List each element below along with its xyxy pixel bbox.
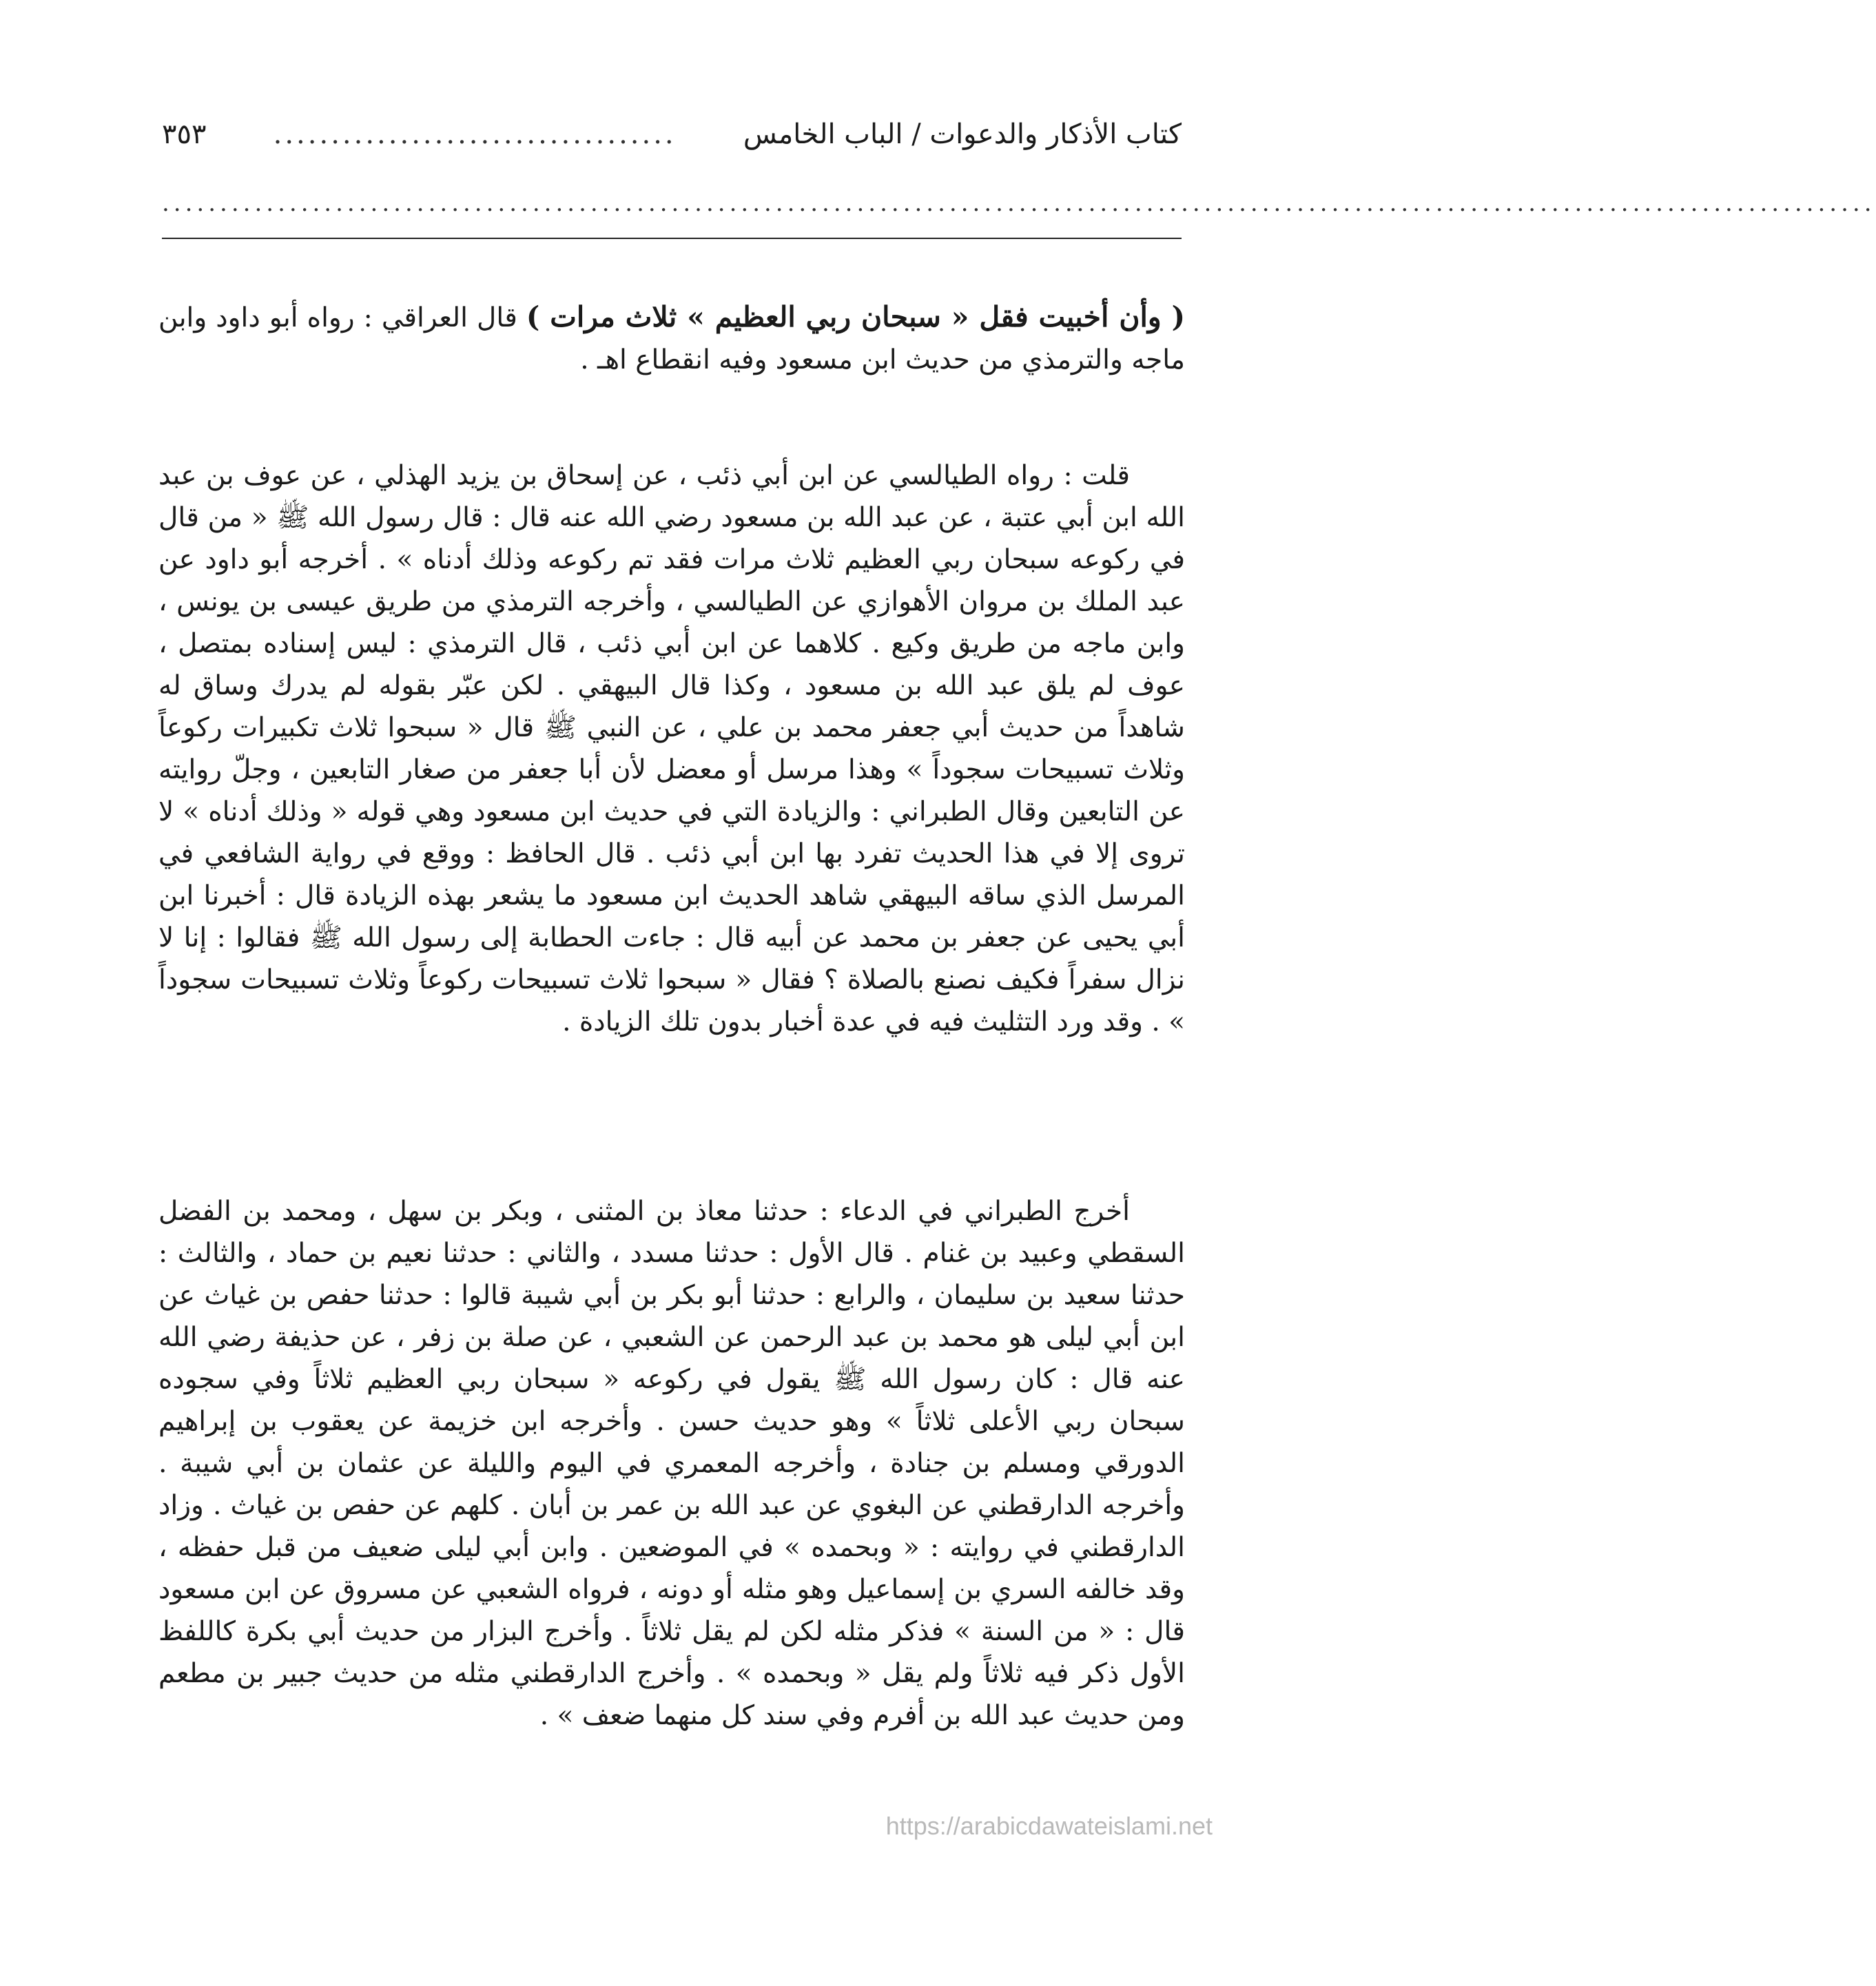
running-header [162, 110, 1182, 158]
watermark-url: https://arabicdawateislami.net [885, 1812, 1213, 1840]
header-leader-dots: ................................... [273, 118, 677, 150]
header-rule [162, 238, 1182, 239]
matn-commentary: قال العراقي : رواه أبو داود وابن ماجه والترمذي من حديث ابن مسعود وفيه انقطاع اهـ . [158, 302, 1185, 375]
chapter-title: كتاب الأذكار والدعوات / الباب الخامس [743, 118, 1182, 150]
paragraph-takhrij-1: قلت : رواه الطيالسي عن ابن أبي ذئب ، عن إسحاق بن يزيد الهذلي ، عن عوف بن عبد الله ابن أبي عتبة ، عن عبد الله بن مسعود رضي الله عنه قال : قال رسول الله ﷺ « من قال في ركوعه سبحان ربي العظيم ثلاث مرات فقد تم ركوعه وذلك أدناه » . أخرجه أبو داود عن عبد الملك بن مروان الأهوازي عن الطيالسي ، وأخرجه الترمذي من طريق عيسى بن يونس ، وابن ماجه من طريق وكيع . كلاهما عن ابن أبي ذئب ، قال الترمذي : ليس إسناده بمتصل ، عوف لم يلق عبد الله بن مسعود ، وكذا قال البيهقي . لكن عبّر بقوله لم يدرك وساق له شاهداً من حديث أبي جعفر محمد بن علي ، عن النبي ﷺ قال « سبحوا ثلاث تكبيرات ركوعاً وثلاث تسبيحات سجوداً » وهذا مرسل أو معضل لأن أبا جعفر من صغار التابعين ، وجلّ روايته عن التابعين وقال الطبراني : والزيادة التي في حديث ابن مسعود وهي قوله « وذلك أدناه » لا تروى إلا في هذا الحديث تفرد بها ابن أبي ذئب . قال الحافظ : ووقع في رواية الشافعي في المرسل الذي ساقه البيهقي شاهد الحديث ابن مسعود ما يشعر بهذه الزيادة قال : أخبرنا ابن أبي يحيى عن جعفر بن محمد عن أبيه قال : جاءت الحطابة إلى رسول الله ﷺ فقالوا : إنا لا نزال سفراً فكيف نصنع بالصلاة ؟ فقال « سبحوا ثلاث تسبيحات ركوعاً وثلاث تسبيحات سجوداً » . وقد ورد التثليث فيه في عدة أخبار بدون تلك الزيادة . [158, 460, 1185, 1037]
paragraph-matn [158, 296, 1185, 381]
page-number: ٣٥٣ [162, 118, 207, 150]
matn-lead: ( وأن أخبيت فقل « سبحان ربي العظيم » ثلاث مرات ) [526, 300, 1185, 333]
dotted-separator: .................................................................................................................................................... [162, 189, 1876, 217]
paragraph-takhrij-2: أخرج الطبراني في الدعاء : حدثنا معاذ بن المثنى ، وبكر بن سهل ، ومحمد بن الفضل السقطي وعبيد بن غنام . قال الأول : حدثنا مسدد ، والثاني : حدثنا نعيم بن حماد ، والثالث : حدثنا سعيد بن سليمان ، والرابع : حدثنا أبو بكر بن أبي شيبة قالوا : حدثنا حفص بن غياث عن ابن أبي ليلى هو محمد بن عبد الرحمن عن الشعبي ، عن صلة بن زفر ، عن حذيفة رضي الله عنه قال : كان رسول الله ﷺ يقول في ركوعه « سبحان ربي العظيم ثلاثاً وفي سجوده سبحان ربي الأعلى ثلاثاً » وهو حديث حسن . وأخرجه ابن خزيمة عن يعقوب بن إبراهيم الدورقي ومسلم بن جنادة ، وأخرجه المعمري في اليوم والليلة عن عثمان بن أبي شيبة . وأخرجه الدارقطني عن البغوي عن عبد الله بن عمر بن أبان . كلهم عن حفص بن غياث . وزاد الدارقطني في روايته : « وبحمده » في الموضعين . وابن أبي ليلى ضعيف من قبل حفظه ، وقد خالفه السري بن إسماعيل وهو مثله أو دونه ، فرواه الشعبي عن مسروق عن ابن مسعود قال : « من السنة » فذكر مثله لكن لم يقل ثلاثاً . وأخرج البزار من حديث أبي بكرة كاللفظ الأول ذكر فيه ثلاثاً ولم يقل « وبحمده » . وأخرج الدارقطني مثله من حديث جبير بن مطعم ومن حديث عبد الله بن أفرم وفي سند كل منهما ضعف » . [158, 1196, 1185, 1731]
